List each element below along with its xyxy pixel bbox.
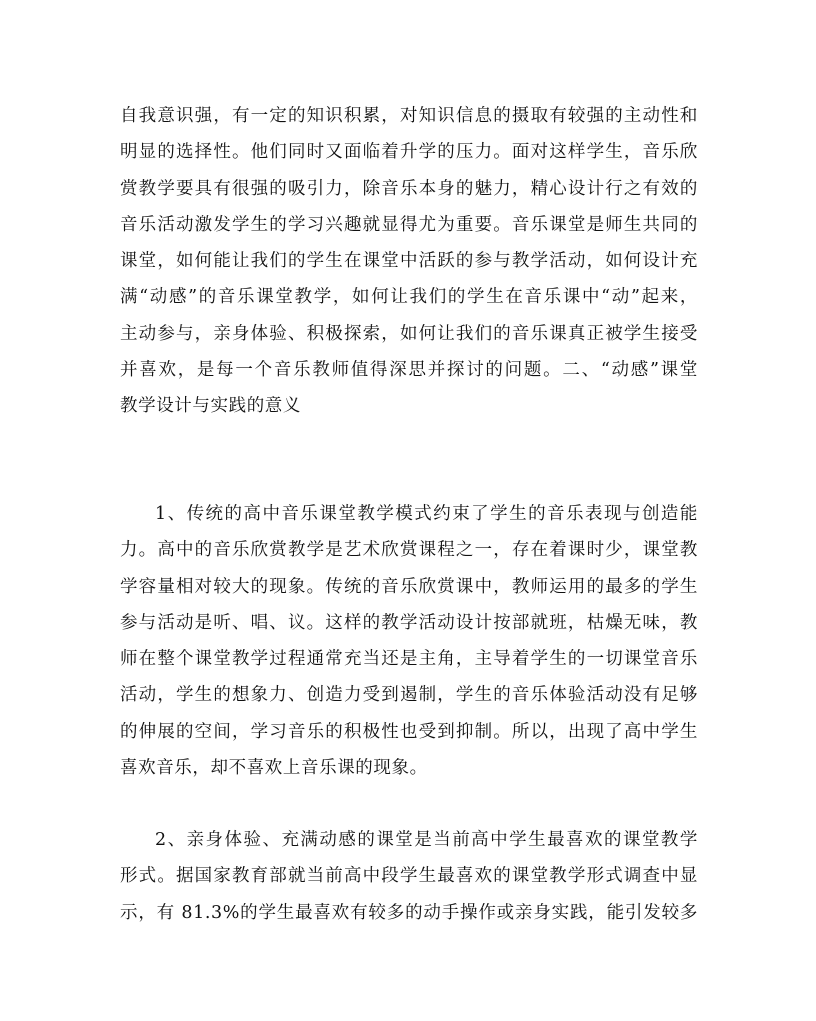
text-line: 主动参与，亲身体验、积极探索，如何让我们的音乐课真正被学生接受 bbox=[120, 323, 698, 344]
text-line: 赏教学要具有很强的吸引力，除音乐本身的魅力，精心设计行之有效的 bbox=[120, 178, 698, 199]
text-line: 学容量相对较大的现象。传统的音乐欣赏课中，教师运用的最多的学生 bbox=[120, 576, 698, 597]
paragraph-3 bbox=[120, 822, 698, 931]
text-line: 1、传统的高中音乐课堂教学模式约束了学生的音乐表现与创造能 bbox=[155, 504, 698, 524]
text-line: 明显的选择性。他们同时又面临着升学的压力。面对这样学生，音乐欣 bbox=[120, 142, 698, 163]
text-line: 音乐活动激发学生的学习兴趣就显得尤为重要。音乐课堂是师生共同的 bbox=[120, 214, 698, 235]
text-line: 满“动感”的音乐课堂教学，如何让我们的学生在音乐课中“动”起来， bbox=[120, 287, 698, 308]
text-line: 力。高中的音乐欣赏教学是艺术欣赏课程之一，存在着课时少，课堂教 bbox=[120, 540, 698, 561]
paragraph-2 bbox=[120, 496, 698, 786]
text-line: 示，有 81.3%的学生最喜欢有较多的动手操作或亲身实践，能引发较多 bbox=[120, 902, 698, 923]
text-line: 课堂，如何能让我们的学生在课堂中活跃的参与教学活动，如何设计充 bbox=[120, 251, 698, 272]
text-line: 教学设计与实践的意义 bbox=[120, 396, 301, 417]
text-line: 的伸展的空间，学习音乐的积极性也受到抑制。所以，出现了高中学生 bbox=[120, 721, 698, 742]
text-line: 并喜欢，是每一个音乐教师值得深思并探讨的问题。二、“动感”课堂 bbox=[120, 360, 698, 381]
text-line: 形式。据国家教育部就当前高中段学生最喜欢的课堂教学形式调查中显 bbox=[120, 866, 698, 887]
paragraph-1 bbox=[120, 98, 698, 425]
text-line: 参与活动是听、唱、议。这样的教学活动设计按部就班，枯燥无味，教 bbox=[120, 612, 698, 633]
text-line: 2、亲身体验、充满动感的课堂是当前高中学生最喜欢的课堂教学 bbox=[155, 830, 698, 850]
text-line: 自我意识强，有一定的知识积累，对知识信息的摄取有较强的主动性和 bbox=[120, 106, 698, 126]
text-line: 活动，学生的想象力、创造力受到遏制，学生的音乐体验活动没有足够 bbox=[120, 685, 698, 706]
text-line: 师在整个课堂教学过程通常充当还是主角，主导着学生的一切课堂音乐 bbox=[120, 649, 698, 670]
text-line: 喜欢音乐，却不喜欢上音乐课的现象。 bbox=[120, 758, 428, 779]
